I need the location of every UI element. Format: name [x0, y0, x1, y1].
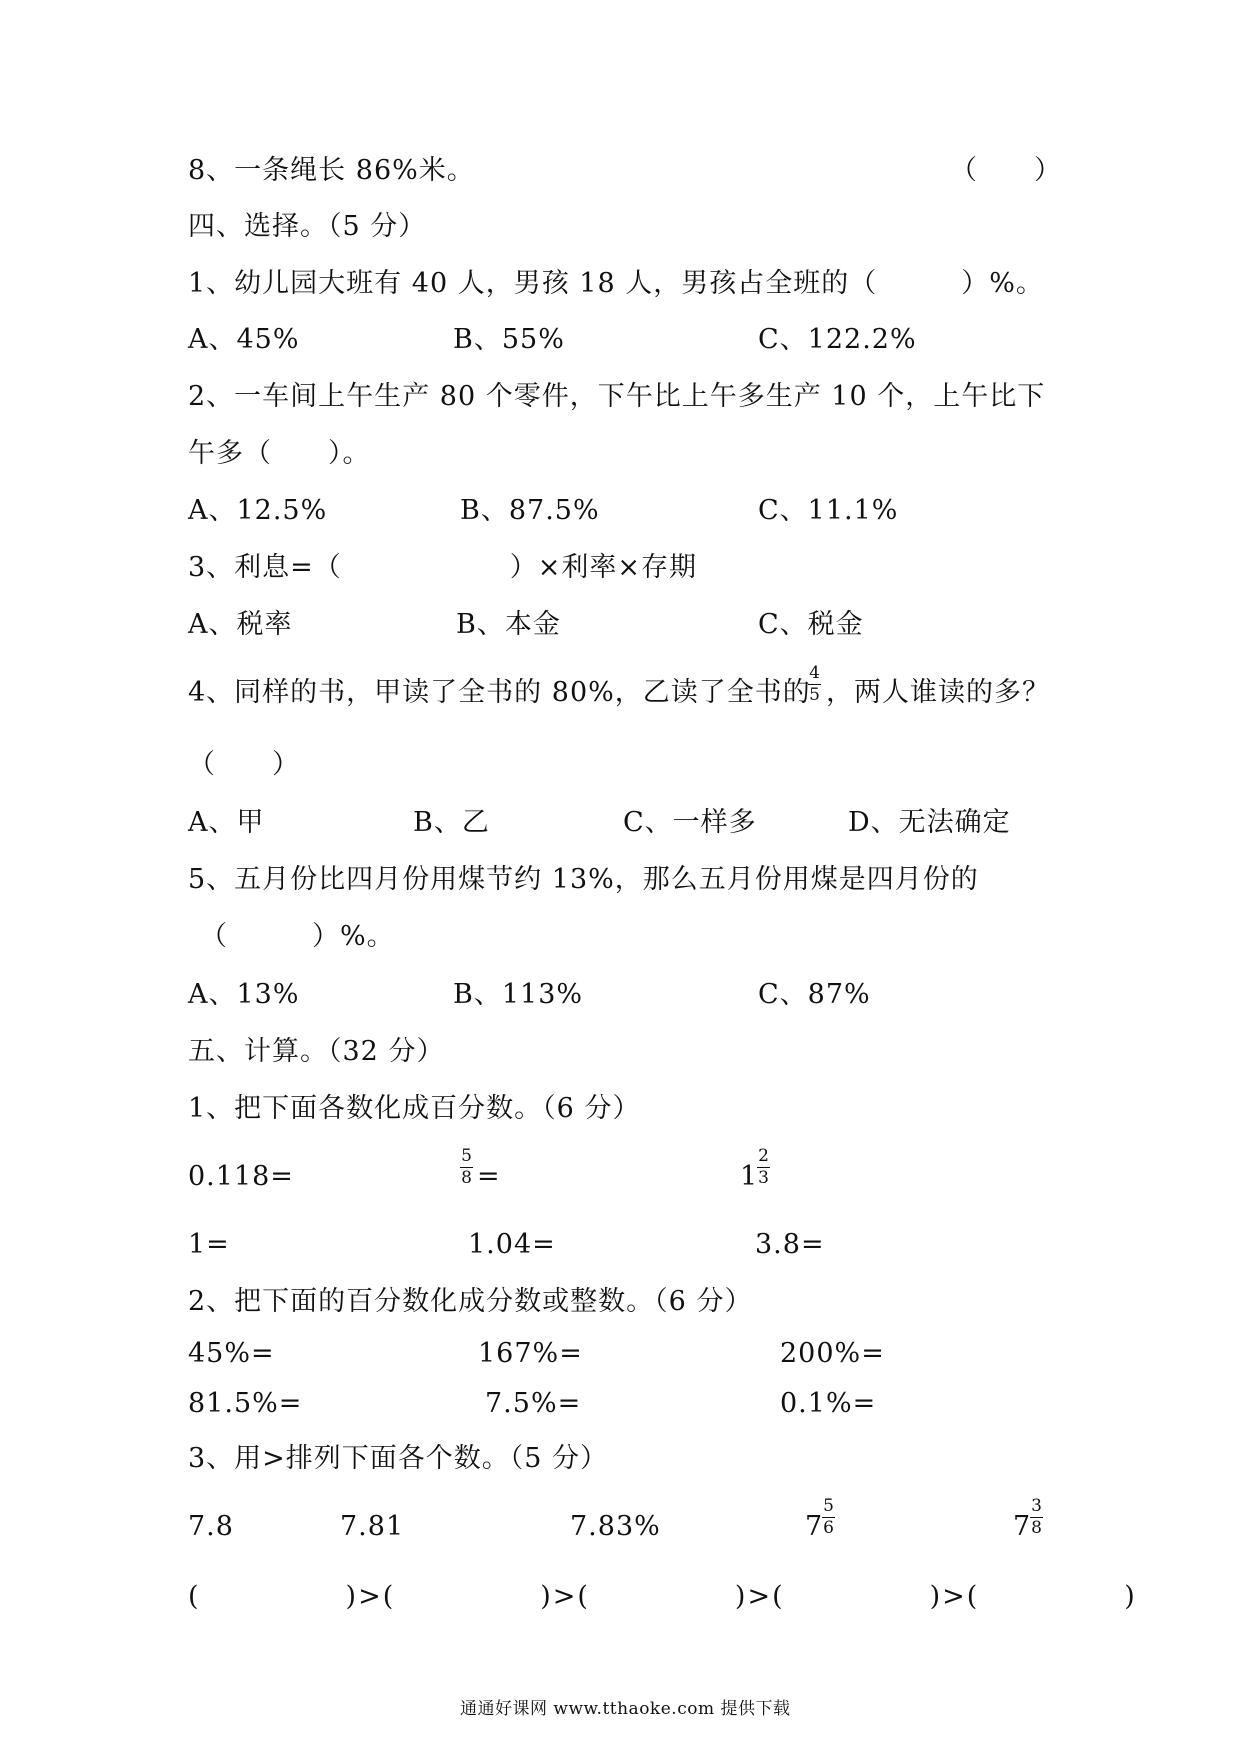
section-title: 五、计算。（32 分） [188, 1036, 445, 1067]
option-b: B、本金 [456, 609, 561, 640]
question-stem: 5、五月份比四月份用煤节约 13%，那么五月份用煤是四月份的 [188, 864, 979, 895]
section-title: 四、选择。（5 分） [188, 211, 427, 242]
mixed-number-whole: 7 [805, 1511, 824, 1542]
calc-item: 1.04= [468, 1229, 556, 1260]
calc-item: 45%= [188, 1338, 275, 1369]
calc-item: 0.1%= [780, 1388, 877, 1419]
calc-item: 3.8= [755, 1229, 825, 1260]
question-stem: 4、同样的书，甲读了全书的 80%，乙读了全书的 [188, 677, 811, 708]
mixed-number-whole: 7 [1013, 1511, 1032, 1542]
option-a: A、12.5% [188, 495, 328, 526]
option-a: A、甲 [188, 807, 265, 838]
problem-title: 2、把下面的百分数化成分数或整数。（6 分） [188, 1286, 753, 1317]
calc-item: 200%= [780, 1338, 885, 1369]
option-b: B、55% [453, 324, 565, 355]
page-footer: 通通好课网 www.tthaoke.com 提供下载 [460, 1699, 791, 1719]
option-a: A、45% [188, 324, 300, 355]
number-item: 7.83% [570, 1511, 661, 1542]
question-stem: 1、幼儿园大班有 40 人，男孩 18 人，男孩占全班的（ ）%。 [188, 268, 1044, 299]
problem-title: 3、用>排列下面各个数。（5 分） [188, 1443, 609, 1474]
option-b: B、87.5% [460, 495, 600, 526]
option-c: C、一样多 [623, 807, 757, 838]
fraction-numerator: 5 [461, 1146, 472, 1166]
mixed-number-whole: 1 [740, 1161, 759, 1192]
fraction-numerator: 3 [1031, 1496, 1042, 1516]
fraction-five-eighths [460, 1147, 473, 1188]
question-stem-continued: （ ）%。 [200, 921, 395, 952]
fraction-denominator: 6 [823, 1518, 834, 1538]
fraction-denominator: 8 [461, 1168, 472, 1188]
number-item: 7.81 [340, 1511, 405, 1542]
problem-title: 1、把下面各数化成百分数。（6 分） [188, 1093, 641, 1124]
calc-item: 1= [188, 1229, 230, 1260]
fraction-five-sixths [822, 1497, 835, 1538]
fraction-two-thirds [757, 1147, 770, 1188]
option-c: C、87% [758, 979, 871, 1010]
question-stem: 3、利息=（ ）×利率×存期 [188, 552, 698, 583]
fraction-three-eighths [1030, 1497, 1043, 1538]
fraction-numerator: 2 [758, 1146, 769, 1166]
calc-item: 81.5%= [188, 1388, 303, 1419]
question-stem-end: ，两人谁读的多？ [826, 677, 1050, 708]
question-8: 8、一条绳长 86%米。 [188, 155, 475, 186]
calc-item: 167%= [478, 1338, 583, 1369]
option-b: B、113% [453, 979, 584, 1010]
fraction-denominator: 5 [809, 685, 820, 705]
question-stem: 2、一车间上午生产 80 个零件，下午比上午多生产 10 个，上午比下 [188, 381, 1046, 412]
option-a: A、税率 [188, 609, 293, 640]
fraction-four-fifths [808, 664, 821, 705]
option-a: A、13% [188, 979, 300, 1010]
option-c: C、122.2% [758, 324, 917, 355]
ordering-blanks: ( )>( )>( )>( )>( ) [188, 1581, 1137, 1612]
option-c: C、11.1% [758, 495, 899, 526]
fraction-numerator: 5 [823, 1496, 834, 1516]
equals-sign: = [477, 1161, 501, 1192]
fraction-numerator: 4 [809, 663, 820, 683]
calc-item: 0.118= [188, 1161, 294, 1192]
fraction-denominator: 3 [758, 1168, 769, 1188]
number-item: 7.8 [188, 1511, 234, 1542]
fraction-denominator: 8 [1031, 1518, 1042, 1538]
option-c: C、税金 [758, 609, 864, 640]
option-d: D、无法确定 [848, 807, 1011, 838]
answer-bracket: （ ） [950, 155, 1062, 186]
answer-bracket: （ ） [188, 749, 300, 780]
question-stem-continued: 午多（ ）。 [188, 438, 371, 469]
calc-item: 7.5%= [485, 1388, 582, 1419]
option-b: B、乙 [413, 807, 490, 838]
